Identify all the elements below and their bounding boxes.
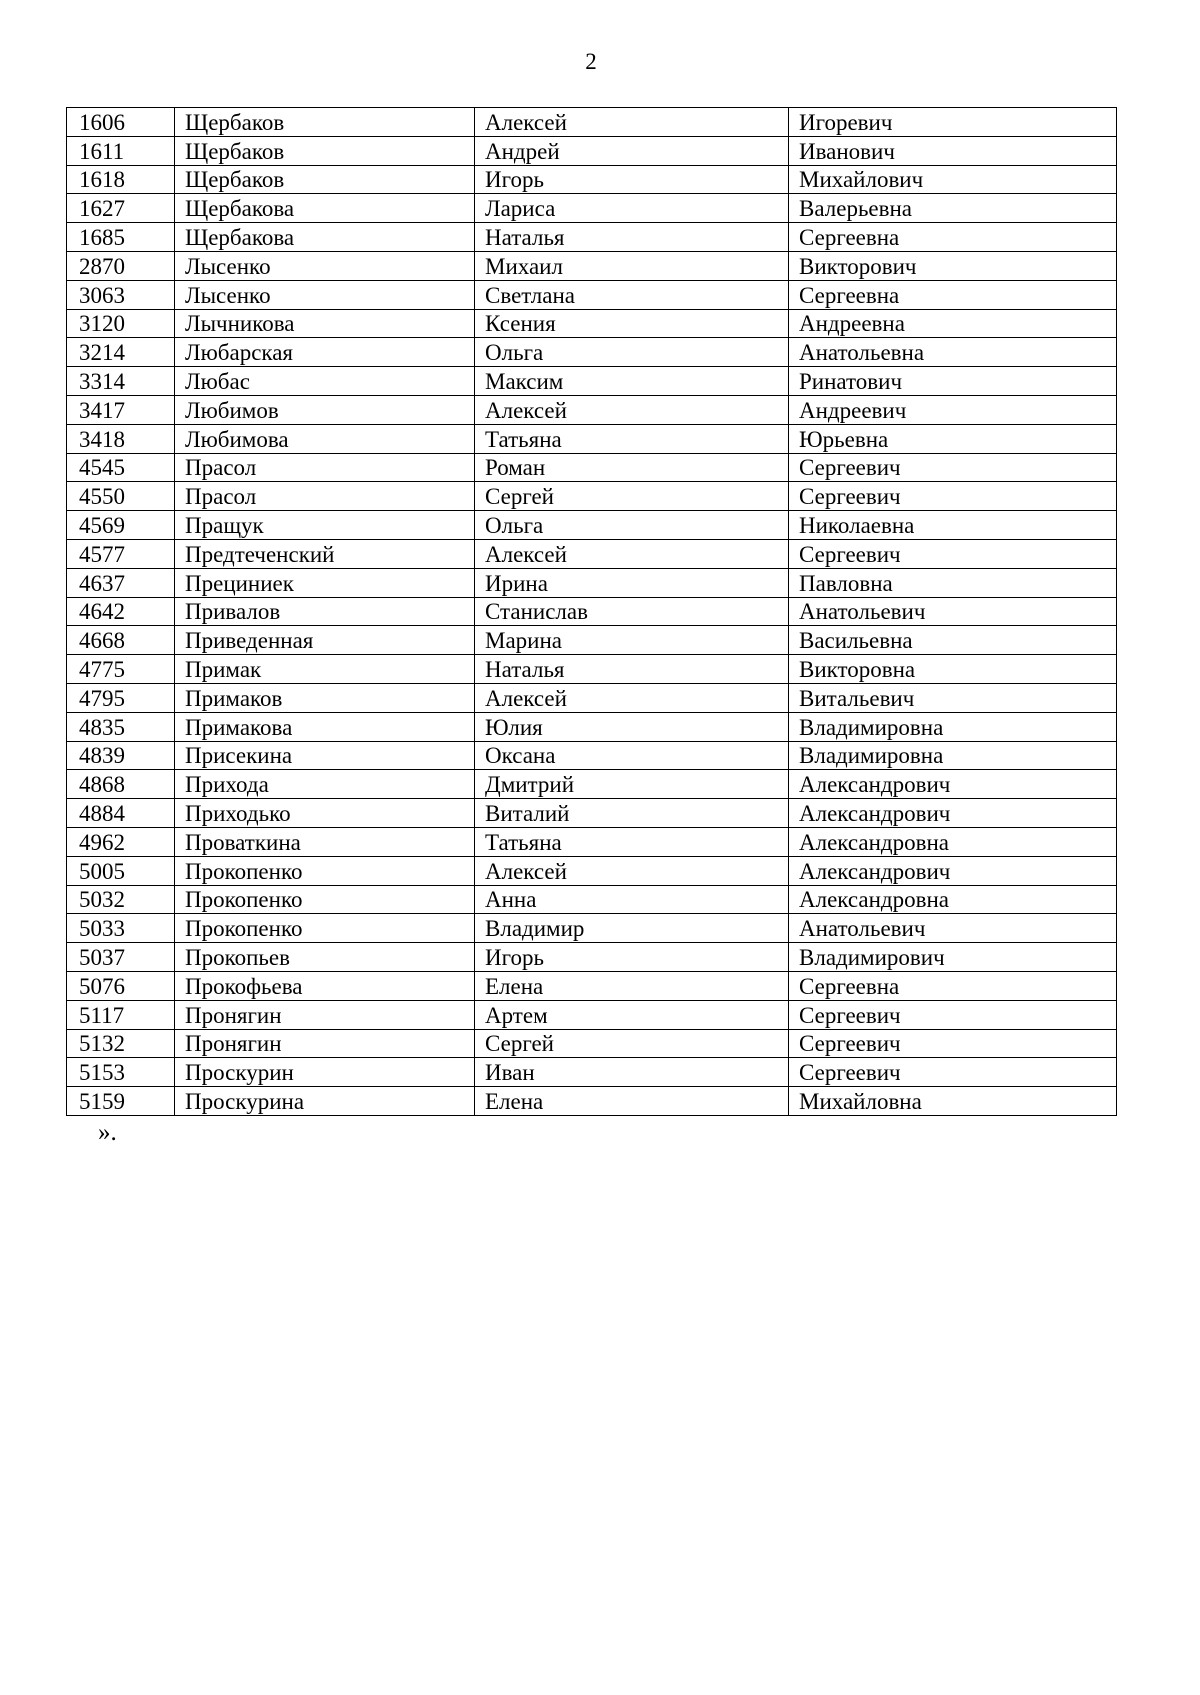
record-number-cell: 4775 xyxy=(67,655,175,684)
patronymic-cell: Андреевич xyxy=(789,395,1117,424)
surname-cell: Любас xyxy=(175,367,475,396)
record-number-cell: 4550 xyxy=(67,482,175,511)
surname-cell: Щербаков xyxy=(175,136,475,165)
patronymic-cell: Ринатович xyxy=(789,367,1117,396)
surname-cell: Щербаков xyxy=(175,108,475,137)
patronymic-cell: Юрьевна xyxy=(789,424,1117,453)
patronymic-cell: Александровна xyxy=(789,827,1117,856)
surname-cell: Прокопенко xyxy=(175,856,475,885)
table-row xyxy=(67,395,1117,424)
patronymic-cell: Андреевна xyxy=(789,309,1117,338)
patronymic-cell: Николаевна xyxy=(789,511,1117,540)
record-number-cell: 4835 xyxy=(67,712,175,741)
surname-cell: Прасол xyxy=(175,453,475,482)
patronymic-cell: Анатольевич xyxy=(789,597,1117,626)
record-number-cell: 4642 xyxy=(67,597,175,626)
surname-cell: Приведенная xyxy=(175,626,475,655)
table-row xyxy=(67,741,1117,770)
patronymic-cell: Павловна xyxy=(789,568,1117,597)
table-row xyxy=(67,683,1117,712)
table-row xyxy=(67,338,1117,367)
table-row xyxy=(67,626,1117,655)
table-row xyxy=(67,1000,1117,1029)
patronymic-cell: Александрович xyxy=(789,856,1117,885)
first-name-cell: Наталья xyxy=(475,655,789,684)
record-number-cell: 4545 xyxy=(67,453,175,482)
record-number-cell: 5032 xyxy=(67,885,175,914)
patronymic-cell: Анатольевич xyxy=(789,914,1117,943)
table-row xyxy=(67,511,1117,540)
page-number: 2 xyxy=(585,49,597,74)
record-number-cell: 5132 xyxy=(67,1029,175,1058)
table-row xyxy=(67,971,1117,1000)
patronymic-cell: Сергеевич xyxy=(789,1000,1117,1029)
record-number-cell: 4839 xyxy=(67,741,175,770)
first-name-cell: Сергей xyxy=(475,1029,789,1058)
record-number-cell: 4962 xyxy=(67,827,175,856)
person-list-table xyxy=(66,107,1117,1116)
record-number-cell: 5076 xyxy=(67,971,175,1000)
first-name-cell: Алексей xyxy=(475,683,789,712)
record-number-cell: 1618 xyxy=(67,165,175,194)
patronymic-cell: Михайлович xyxy=(789,165,1117,194)
patronymic-cell: Валерьевна xyxy=(789,194,1117,223)
record-number-cell: 1685 xyxy=(67,223,175,252)
table-row xyxy=(67,943,1117,972)
first-name-cell: Виталий xyxy=(475,799,789,828)
surname-cell: Привалов xyxy=(175,597,475,626)
first-name-cell: Лариса xyxy=(475,194,789,223)
patronymic-cell: Игоревич xyxy=(789,108,1117,137)
surname-cell: Прихода xyxy=(175,770,475,799)
first-name-cell: Станислав xyxy=(475,597,789,626)
table-row xyxy=(67,568,1117,597)
first-name-cell: Дмитрий xyxy=(475,770,789,799)
first-name-cell: Роман xyxy=(475,453,789,482)
record-number-cell: 5117 xyxy=(67,1000,175,1029)
record-number-cell: 3214 xyxy=(67,338,175,367)
table-row xyxy=(67,770,1117,799)
surname-cell: Примак xyxy=(175,655,475,684)
patronymic-cell: Сергеевич xyxy=(789,482,1117,511)
first-name-cell: Наталья xyxy=(475,223,789,252)
surname-cell: Прокофьева xyxy=(175,971,475,1000)
record-number-cell: 5033 xyxy=(67,914,175,943)
patronymic-cell: Владимировна xyxy=(789,741,1117,770)
first-name-cell: Игорь xyxy=(475,165,789,194)
first-name-cell: Оксана xyxy=(475,741,789,770)
first-name-cell: Ольга xyxy=(475,338,789,367)
patronymic-cell: Викторовна xyxy=(789,655,1117,684)
table-row xyxy=(67,885,1117,914)
record-number-cell: 1606 xyxy=(67,108,175,137)
record-number-cell: 1627 xyxy=(67,194,175,223)
table-row xyxy=(67,309,1117,338)
record-number-cell: 3120 xyxy=(67,309,175,338)
surname-cell: Щербаков xyxy=(175,165,475,194)
table-row xyxy=(67,597,1117,626)
first-name-cell: Алексей xyxy=(475,395,789,424)
first-name-cell: Марина xyxy=(475,626,789,655)
record-number-cell: 5005 xyxy=(67,856,175,885)
first-name-cell: Татьяна xyxy=(475,827,789,856)
surname-cell: Примакова xyxy=(175,712,475,741)
first-name-cell: Михаил xyxy=(475,251,789,280)
record-number-cell: 4668 xyxy=(67,626,175,655)
table-row xyxy=(67,251,1117,280)
first-name-cell: Игорь xyxy=(475,943,789,972)
table-row xyxy=(67,108,1117,137)
patronymic-cell: Михайловна xyxy=(789,1087,1117,1116)
surname-cell: Пращук xyxy=(175,511,475,540)
first-name-cell: Максим xyxy=(475,367,789,396)
surname-cell: Лычникова xyxy=(175,309,475,338)
record-number-cell: 3417 xyxy=(67,395,175,424)
table-row xyxy=(67,799,1117,828)
record-number-cell: 3063 xyxy=(67,280,175,309)
table-row xyxy=(67,1058,1117,1087)
surname-cell: Щербакова xyxy=(175,194,475,223)
record-number-cell: 5153 xyxy=(67,1058,175,1087)
surname-cell: Лысенко xyxy=(175,251,475,280)
table-row xyxy=(67,856,1117,885)
surname-cell: Лысенко xyxy=(175,280,475,309)
surname-cell: Предтеченский xyxy=(175,539,475,568)
first-name-cell: Юлия xyxy=(475,712,789,741)
record-number-cell: 2870 xyxy=(67,251,175,280)
table-row xyxy=(67,194,1117,223)
table-row xyxy=(67,165,1117,194)
surname-cell: Проскурина xyxy=(175,1087,475,1116)
patronymic-cell: Сергеевич xyxy=(789,539,1117,568)
surname-cell: Пронягин xyxy=(175,1000,475,1029)
table-row xyxy=(67,280,1117,309)
patronymic-cell: Викторович xyxy=(789,251,1117,280)
surname-cell: Проскурин xyxy=(175,1058,475,1087)
record-number-cell: 4637 xyxy=(67,568,175,597)
record-number-cell: 1611 xyxy=(67,136,175,165)
patronymic-cell: Александрович xyxy=(789,799,1117,828)
table-row xyxy=(67,655,1117,684)
surname-cell: Присекина xyxy=(175,741,475,770)
closing-quote-mark: ». xyxy=(98,1119,117,1146)
first-name-cell: Алексей xyxy=(475,108,789,137)
surname-cell: Приходько xyxy=(175,799,475,828)
first-name-cell: Ксения xyxy=(475,309,789,338)
patronymic-cell: Витальевич xyxy=(789,683,1117,712)
record-number-cell: 5037 xyxy=(67,943,175,972)
table-row xyxy=(67,136,1117,165)
table-row xyxy=(67,453,1117,482)
patronymic-cell: Сергеевич xyxy=(789,1029,1117,1058)
first-name-cell: Татьяна xyxy=(475,424,789,453)
surname-cell: Прасол xyxy=(175,482,475,511)
patronymic-cell: Александровна xyxy=(789,885,1117,914)
patronymic-cell: Сергеевич xyxy=(789,1058,1117,1087)
person-list-body xyxy=(67,108,1117,1116)
record-number-cell: 4795 xyxy=(67,683,175,712)
first-name-cell: Артем xyxy=(475,1000,789,1029)
patronymic-cell: Владимирович xyxy=(789,943,1117,972)
surname-cell: Проваткина xyxy=(175,827,475,856)
patronymic-cell: Александрович xyxy=(789,770,1117,799)
table-row xyxy=(67,914,1117,943)
first-name-cell: Ирина xyxy=(475,568,789,597)
record-number-cell: 4569 xyxy=(67,511,175,540)
surname-cell: Прокопьев xyxy=(175,943,475,972)
table-row xyxy=(67,1087,1117,1116)
first-name-cell: Елена xyxy=(475,1087,789,1116)
surname-cell: Щербакова xyxy=(175,223,475,252)
surname-cell: Любарская xyxy=(175,338,475,367)
surname-cell: Пронягин xyxy=(175,1029,475,1058)
record-number-cell: 3418 xyxy=(67,424,175,453)
record-number-cell: 4868 xyxy=(67,770,175,799)
first-name-cell: Елена xyxy=(475,971,789,1000)
table-row xyxy=(67,1029,1117,1058)
first-name-cell: Владимир xyxy=(475,914,789,943)
surname-cell: Любимов xyxy=(175,395,475,424)
record-number-cell: 3314 xyxy=(67,367,175,396)
first-name-cell: Иван xyxy=(475,1058,789,1087)
first-name-cell: Алексей xyxy=(475,539,789,568)
table-row xyxy=(67,827,1117,856)
patronymic-cell: Васильевна xyxy=(789,626,1117,655)
patronymic-cell: Сергеевич xyxy=(789,453,1117,482)
surname-cell: Прокопенко xyxy=(175,914,475,943)
first-name-cell: Ольга xyxy=(475,511,789,540)
surname-cell: Прокопенко xyxy=(175,885,475,914)
surname-cell: Примаков xyxy=(175,683,475,712)
table-row xyxy=(67,482,1117,511)
table-row xyxy=(67,712,1117,741)
table-row xyxy=(67,367,1117,396)
patronymic-cell: Анатольевна xyxy=(789,338,1117,367)
table-row xyxy=(67,223,1117,252)
patronymic-cell: Владимировна xyxy=(789,712,1117,741)
record-number-cell: 4884 xyxy=(67,799,175,828)
patronymic-cell: Иванович xyxy=(789,136,1117,165)
table-row xyxy=(67,424,1117,453)
first-name-cell: Анна xyxy=(475,885,789,914)
surname-cell: Прециниек xyxy=(175,568,475,597)
patronymic-cell: Сергеевна xyxy=(789,971,1117,1000)
surname-cell: Любимова xyxy=(175,424,475,453)
first-name-cell: Андрей xyxy=(475,136,789,165)
record-number-cell: 5159 xyxy=(67,1087,175,1116)
first-name-cell: Сергей xyxy=(475,482,789,511)
first-name-cell: Алексей xyxy=(475,856,789,885)
patronymic-cell: Сергеевна xyxy=(789,280,1117,309)
patronymic-cell: Сергеевна xyxy=(789,223,1117,252)
table-row xyxy=(67,539,1117,568)
first-name-cell: Светлана xyxy=(475,280,789,309)
record-number-cell: 4577 xyxy=(67,539,175,568)
